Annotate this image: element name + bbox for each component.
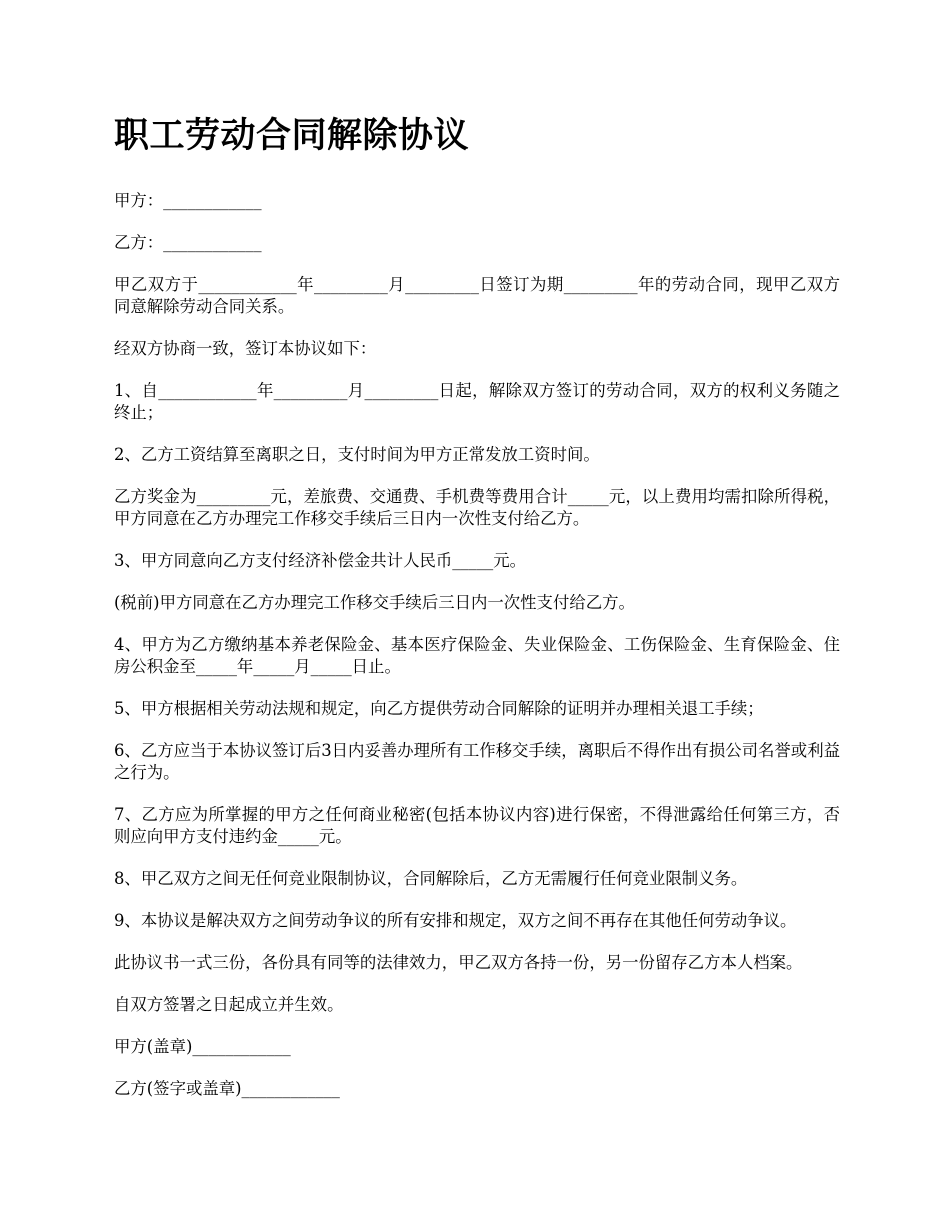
clause-4: 4、甲方为乙方缴纳基本养老保险金、基本医疗保险金、失业保险金、工伤保险金、生育保险金、住房公积金至_____年_____月_____日止。 xyxy=(114,635,840,676)
clause-8: 8、甲乙双方之间无任何竞业限制协议，合同解除后，乙方无需履行任何竞业限制义务。 xyxy=(114,869,748,888)
party-a-line: 甲方：____________ xyxy=(114,191,262,210)
clause-7: 7、乙方应为所掌握的甲方之任何商业秘密(包括本协议内容)进行保密，不得泄露给任何第三方，否则应向甲方支付违约金_____元。 xyxy=(114,805,840,846)
clause-9: 9、本协议是解决双方之间劳动争议的所有安排和规定，双方之间不再存在其他任何劳动争议。 xyxy=(114,911,797,930)
clause-1: 1、自____________年_________月_________日起，解除双方签订的劳动合同，双方的权利义务随之终止； xyxy=(114,381,840,422)
clause-2: 2、乙方工资结算至离职之日，支付时间为甲方正常发放工资时间。 xyxy=(114,445,600,464)
effective-paragraph: 自双方签署之日起成立并生效。 xyxy=(114,995,344,1014)
document-page xyxy=(114,112,840,1120)
party-b-line: 乙方：____________ xyxy=(114,233,262,252)
clause-6: 6、乙方应当于本协议签订后3日内妥善办理所有工作移交手续，离职后不得作出有损公司名誉或利益之行为。 xyxy=(114,741,840,782)
pre-tax-payment-paragraph: (税前)甲方同意在乙方办理完工作移交手续后三日内一次性支付给乙方。 xyxy=(114,593,635,612)
copies-paragraph: 此协议书一式三份，各份具有同等的法律效力，甲乙双方各持一份，另一份留存乙方本人档案。 xyxy=(114,953,803,972)
clause-3: 3、甲方同意向乙方支付经济补偿金共计人民币_____元。 xyxy=(114,551,526,570)
party-b-signature-line: 乙方(签字或盖章)____________ xyxy=(114,1079,340,1098)
contract-intro-paragraph: 甲乙双方于____________年_________月_________日签订为期_________年的劳动合同，现甲乙双方同意解除劳动合同关系。 xyxy=(114,275,840,316)
party-a-seal-line: 甲方(盖章)____________ xyxy=(114,1037,291,1056)
document-title: 职工劳动合同解除协议 xyxy=(114,116,470,156)
clause-5: 5、甲方根据相关劳动法规和规定，向乙方提供劳动合同解除的证明并办理相关退工手续； xyxy=(114,699,764,718)
agreement-lead-paragraph: 经双方协商一致，签订本协议如下： xyxy=(114,339,377,358)
bonus-expenses-paragraph: 乙方奖金为_________元，差旅费、交通费、手机费等费用合计_____元，以上费用均需扣除所得税，甲方同意在乙方办理完工作移交手续后三日内一次性支付给乙方。 xyxy=(114,487,840,528)
